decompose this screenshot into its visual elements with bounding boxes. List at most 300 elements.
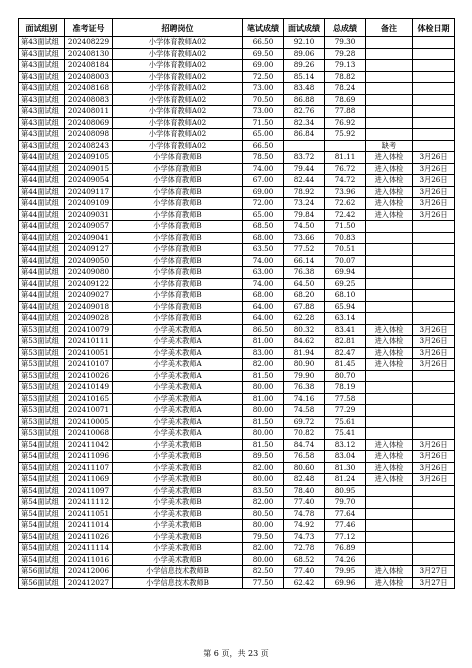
table-cell: 第44面试组 xyxy=(19,221,65,233)
table-cell: 小学信息技术教师B xyxy=(113,566,243,578)
table-cell: 79.13 xyxy=(325,60,366,72)
table-row xyxy=(19,60,455,72)
table-cell: 进入体检 xyxy=(366,566,413,578)
table-cell xyxy=(366,255,413,267)
table-cell: 第43面试组 xyxy=(19,106,65,118)
table-cell xyxy=(413,48,455,60)
table-cell: 第43面试组 xyxy=(19,71,65,83)
table-row xyxy=(19,255,455,267)
table-cell: 83.00 xyxy=(243,347,284,359)
table-cell: 第53面试组 xyxy=(19,336,65,348)
table-cell: 202408130 xyxy=(65,48,113,60)
table-row xyxy=(19,497,455,509)
table-cell: 3月26日 xyxy=(413,451,455,463)
table-cell: 81.30 xyxy=(325,462,366,474)
table-cell: 68.00 xyxy=(243,290,284,302)
table-cell: 202409041 xyxy=(65,232,113,244)
table-cell: 75.61 xyxy=(325,416,366,428)
table-cell: 3月26日 xyxy=(413,209,455,221)
table-cell: 64.50 xyxy=(284,278,325,290)
table-cell: 80.00 xyxy=(243,520,284,532)
table-cell: 小学体育教师B xyxy=(113,255,243,267)
table-cell: 进入体检 xyxy=(366,577,413,589)
table-cell: 202412027 xyxy=(65,577,113,589)
table-cell: 小学体育教师A02 xyxy=(113,140,243,152)
table-cell xyxy=(284,140,325,152)
table-cell xyxy=(413,255,455,267)
table-cell: 80.00 xyxy=(243,554,284,566)
table-cell: 第43面试组 xyxy=(19,117,65,129)
table-cell: 79.28 xyxy=(325,48,366,60)
table-cell: 202409117 xyxy=(65,186,113,198)
table-cell xyxy=(413,60,455,72)
table-cell: 74.58 xyxy=(284,405,325,417)
table-cell: 202411051 xyxy=(65,508,113,520)
table-row xyxy=(19,278,455,290)
table-cell xyxy=(366,221,413,233)
table-cell: 进入体检 xyxy=(366,451,413,463)
table-cell: 67.00 xyxy=(243,175,284,187)
table-cell: 74.16 xyxy=(284,393,325,405)
table-cell: 小学体育教师B xyxy=(113,244,243,256)
table-cell: 89.06 xyxy=(284,48,325,60)
table-cell: 70.50 xyxy=(243,94,284,106)
header-cell: 面试组别 xyxy=(19,19,65,37)
table-cell: 第56面试组 xyxy=(19,566,65,578)
table-cell: 70.51 xyxy=(325,244,366,256)
table-cell: 67.88 xyxy=(284,301,325,313)
header-cell: 准考证号 xyxy=(65,19,113,37)
header-cell: 体检日期 xyxy=(413,19,455,37)
table-cell: 第44面试组 xyxy=(19,232,65,244)
table-cell xyxy=(413,221,455,233)
table-cell: 第53面试组 xyxy=(19,428,65,440)
table-row xyxy=(19,244,455,256)
table-cell: 202409080 xyxy=(65,267,113,279)
table-cell: 74.78 xyxy=(284,508,325,520)
table-cell xyxy=(413,497,455,509)
table-cell: 78.69 xyxy=(325,94,366,106)
table-cell: 82.47 xyxy=(325,347,366,359)
table-cell xyxy=(366,531,413,543)
table-row xyxy=(19,48,455,60)
table-cell: 202410071 xyxy=(65,405,113,417)
table-cell xyxy=(413,278,455,290)
table-cell: 202409027 xyxy=(65,290,113,302)
table-cell: 202409127 xyxy=(65,244,113,256)
table-cell: 83.48 xyxy=(284,83,325,95)
table-cell: 进入体检 xyxy=(366,347,413,359)
table-cell xyxy=(366,370,413,382)
table-cell: 82.48 xyxy=(284,474,325,486)
table-cell: 第44面试组 xyxy=(19,290,65,302)
table-cell: 66.50 xyxy=(243,37,284,49)
table-cell: 小学美术教师B xyxy=(113,485,243,497)
table-cell: 缺考 xyxy=(366,140,413,152)
table-row xyxy=(19,577,455,589)
table-cell: 202411096 xyxy=(65,451,113,463)
table-cell xyxy=(413,543,455,555)
table-cell: 202409057 xyxy=(65,221,113,233)
table-row xyxy=(19,140,455,152)
table-cell: 85.14 xyxy=(284,71,325,83)
table-cell: 77.29 xyxy=(325,405,366,417)
table-cell: 66.50 xyxy=(243,140,284,152)
table-cell: 3月26日 xyxy=(413,462,455,474)
table-row xyxy=(19,267,455,279)
header-row xyxy=(19,19,455,37)
table-cell: 202411016 xyxy=(65,554,113,566)
table-cell: 小学美术教师B xyxy=(113,543,243,555)
table-cell: 80.00 xyxy=(243,382,284,394)
table-cell: 第54面试组 xyxy=(19,439,65,451)
table-cell xyxy=(366,416,413,428)
table-cell: 3月27日 xyxy=(413,577,455,589)
table-cell: 小学体育教师A02 xyxy=(113,94,243,106)
table-cell: 小学体育教师B xyxy=(113,301,243,313)
table-cell: 202409015 xyxy=(65,163,113,175)
table-cell xyxy=(366,94,413,106)
table-row xyxy=(19,347,455,359)
table-cell: 小学美术教师A xyxy=(113,324,243,336)
table-cell: 3月26日 xyxy=(413,163,455,175)
table-cell: 202410068 xyxy=(65,428,113,440)
table-row xyxy=(19,94,455,106)
table-cell: 进入体检 xyxy=(366,152,413,164)
table-cell: 进入体检 xyxy=(366,336,413,348)
table-cell: 第54面试组 xyxy=(19,462,65,474)
table-cell: 3月26日 xyxy=(413,186,455,198)
table-cell: 82.44 xyxy=(284,175,325,187)
table-cell: 小学体育教师A02 xyxy=(113,106,243,118)
table-cell: 第43面试组 xyxy=(19,48,65,60)
table-cell: 小学体育教师A02 xyxy=(113,129,243,141)
table-cell: 小学美术教师A xyxy=(113,428,243,440)
table-row xyxy=(19,416,455,428)
table-cell: 202409018 xyxy=(65,301,113,313)
table-cell: 83.50 xyxy=(243,485,284,497)
table-cell: 第44面试组 xyxy=(19,175,65,187)
table-cell: 202410149 xyxy=(65,382,113,394)
table-cell: 81.45 xyxy=(325,359,366,371)
table-cell xyxy=(366,267,413,279)
table-cell: 80.95 xyxy=(325,485,366,497)
table-cell: 202409109 xyxy=(65,198,113,210)
table-cell xyxy=(366,313,413,325)
table-cell xyxy=(366,117,413,129)
table-cell: 77.46 xyxy=(325,520,366,532)
table-cell: 202410005 xyxy=(65,416,113,428)
table-cell: 202412006 xyxy=(65,566,113,578)
table-cell xyxy=(413,313,455,325)
table-cell: 83.12 xyxy=(325,439,366,451)
table-cell: 第43面试组 xyxy=(19,140,65,152)
table-cell: 小学体育教师B xyxy=(113,221,243,233)
table-cell: 69.94 xyxy=(325,267,366,279)
table-cell: 小学体育教师B xyxy=(113,175,243,187)
table-cell: 78.19 xyxy=(325,382,366,394)
table-cell: 74.73 xyxy=(284,531,325,543)
table-row xyxy=(19,106,455,118)
table-cell: 72.42 xyxy=(325,209,366,221)
table-row xyxy=(19,554,455,566)
table-cell: 第43面试组 xyxy=(19,129,65,141)
table-row xyxy=(19,451,455,463)
table-cell: 202408243 xyxy=(65,140,113,152)
table-cell xyxy=(413,382,455,394)
table-cell: 80.00 xyxy=(243,405,284,417)
table-cell: 75.41 xyxy=(325,428,366,440)
table-cell: 小学美术教师B xyxy=(113,462,243,474)
table-cell: 82.00 xyxy=(243,497,284,509)
table-cell: 小学美术教师B xyxy=(113,508,243,520)
table-cell: 小学美术教师A xyxy=(113,416,243,428)
table-cell: 小学美术教师A xyxy=(113,359,243,371)
table-cell: 72.62 xyxy=(325,198,366,210)
table-row xyxy=(19,152,455,164)
table-cell: 69.00 xyxy=(243,60,284,72)
table-cell: 小学体育教师A02 xyxy=(113,48,243,60)
table-cell: 80.32 xyxy=(284,324,325,336)
table-cell xyxy=(413,508,455,520)
table-cell: 第53面试组 xyxy=(19,347,65,359)
table-cell: 第54面试组 xyxy=(19,508,65,520)
table-cell: 76.58 xyxy=(284,451,325,463)
table-cell: 小学体育教师B xyxy=(113,152,243,164)
table-cell: 小学美术教师A xyxy=(113,370,243,382)
table-cell: 202411026 xyxy=(65,531,113,543)
table-cell xyxy=(366,428,413,440)
table-row xyxy=(19,175,455,187)
table-cell: 202409105 xyxy=(65,152,113,164)
table-cell xyxy=(413,140,455,152)
table-cell xyxy=(366,543,413,555)
table-cell: 77.50 xyxy=(243,577,284,589)
table-row xyxy=(19,186,455,198)
table-cell: 82.76 xyxy=(284,106,325,118)
table-cell: 3月26日 xyxy=(413,152,455,164)
table-cell: 第53面试组 xyxy=(19,416,65,428)
table-cell: 71.50 xyxy=(325,221,366,233)
table-cell: 82.81 xyxy=(325,336,366,348)
table-cell: 进入体检 xyxy=(366,462,413,474)
table-row xyxy=(19,508,455,520)
table-cell: 第44面试组 xyxy=(19,301,65,313)
table-cell: 第53面试组 xyxy=(19,359,65,371)
table-cell: 64.00 xyxy=(243,301,284,313)
score-table xyxy=(18,18,455,589)
table-cell: 进入体检 xyxy=(366,209,413,221)
table-cell: 77.40 xyxy=(284,497,325,509)
table-cell: 小学体育教师B xyxy=(113,198,243,210)
table-cell: 202409054 xyxy=(65,175,113,187)
table-cell: 79.44 xyxy=(284,163,325,175)
table-cell: 小学体育教师B xyxy=(113,209,243,221)
table-cell: 202408168 xyxy=(65,83,113,95)
table-cell: 76.38 xyxy=(284,382,325,394)
table-cell: 81.00 xyxy=(243,336,284,348)
table-cell xyxy=(366,301,413,313)
table-cell: 62.28 xyxy=(284,313,325,325)
table-cell: 78.40 xyxy=(284,485,325,497)
table-cell: 小学美术教师B xyxy=(113,531,243,543)
table-cell: 81.50 xyxy=(243,439,284,451)
table-cell: 76.72 xyxy=(325,163,366,175)
table-cell xyxy=(413,244,455,256)
table-cell: 小学美术教师B xyxy=(113,451,243,463)
table-cell: 202408003 xyxy=(65,71,113,83)
table-cell: 202411097 xyxy=(65,485,113,497)
table-row xyxy=(19,71,455,83)
table-cell: 小学体育教师A02 xyxy=(113,117,243,129)
table-row xyxy=(19,393,455,405)
table-cell: 73.96 xyxy=(325,186,366,198)
table-cell: 202410026 xyxy=(65,370,113,382)
table-cell: 第53面试组 xyxy=(19,324,65,336)
table-cell: 3月26日 xyxy=(413,198,455,210)
header-cell: 面试成绩 xyxy=(284,19,325,37)
table-row xyxy=(19,117,455,129)
table-cell: 77.58 xyxy=(325,393,366,405)
header-cell: 笔试成绩 xyxy=(243,19,284,37)
table-row xyxy=(19,462,455,474)
table-cell xyxy=(413,531,455,543)
table-cell: 79.70 xyxy=(325,497,366,509)
table-cell xyxy=(413,405,455,417)
table-cell: 76.38 xyxy=(284,267,325,279)
table-row xyxy=(19,370,455,382)
table-cell: 202409031 xyxy=(65,209,113,221)
table-cell: 68.00 xyxy=(243,232,284,244)
table-cell: 80.70 xyxy=(325,370,366,382)
table-cell: 3月27日 xyxy=(413,566,455,578)
table-cell: 77.52 xyxy=(284,244,325,256)
table-row xyxy=(19,37,455,49)
table-cell: 进入体检 xyxy=(366,474,413,486)
table-cell: 202408098 xyxy=(65,129,113,141)
table-cell: 小学美术教师A xyxy=(113,336,243,348)
table-cell: 81.00 xyxy=(243,393,284,405)
table-cell: 77.40 xyxy=(284,566,325,578)
table-cell xyxy=(413,428,455,440)
table-row xyxy=(19,474,455,486)
table-cell: 第44面试组 xyxy=(19,209,65,221)
table-cell xyxy=(366,485,413,497)
table-cell: 68.52 xyxy=(284,554,325,566)
table-cell: 79.50 xyxy=(243,531,284,543)
table-cell: 202411107 xyxy=(65,462,113,474)
table-cell xyxy=(413,301,455,313)
table-cell: 第54面试组 xyxy=(19,497,65,509)
table-cell: 82.50 xyxy=(243,566,284,578)
table-cell: 78.92 xyxy=(284,186,325,198)
table-cell: 3月26日 xyxy=(413,175,455,187)
table-cell: 小学体育教师B xyxy=(113,232,243,244)
table-cell xyxy=(413,94,455,106)
table-cell xyxy=(366,393,413,405)
table-cell: 202411114 xyxy=(65,543,113,555)
table-cell xyxy=(366,508,413,520)
table-cell: 79.90 xyxy=(284,370,325,382)
table-cell: 202411112 xyxy=(65,497,113,509)
table-cell: 75.92 xyxy=(325,129,366,141)
header-cell: 招聘岗位 xyxy=(113,19,243,37)
table-cell: 第44面试组 xyxy=(19,267,65,279)
table-cell: 70.82 xyxy=(284,428,325,440)
table-cell xyxy=(366,71,413,83)
table-cell: 进入体检 xyxy=(366,324,413,336)
table-cell: 202411069 xyxy=(65,474,113,486)
table-cell xyxy=(413,129,455,141)
table-row xyxy=(19,313,455,325)
table-cell: 81.11 xyxy=(325,152,366,164)
table-cell: 80.50 xyxy=(243,508,284,520)
table-cell: 78.24 xyxy=(325,83,366,95)
table-cell: 第53面试组 xyxy=(19,393,65,405)
table-cell xyxy=(413,71,455,83)
table-cell: 第54面试组 xyxy=(19,451,65,463)
table-cell: 79.95 xyxy=(325,566,366,578)
table-cell: 62.42 xyxy=(284,577,325,589)
table-cell xyxy=(413,117,455,129)
table-cell: 66.14 xyxy=(284,255,325,267)
table-cell: 68.20 xyxy=(284,290,325,302)
table-row xyxy=(19,531,455,543)
table-cell: 63.00 xyxy=(243,267,284,279)
table-cell: 小学体育教师A02 xyxy=(113,37,243,49)
table-cell: 74.26 xyxy=(325,554,366,566)
table-cell: 74.00 xyxy=(243,278,284,290)
table-cell: 202408011 xyxy=(65,106,113,118)
page-footer: 第 6 页，共 23 页 xyxy=(203,649,269,658)
table-cell: 3月26日 xyxy=(413,347,455,359)
table-cell: 小学美术教师B xyxy=(113,520,243,532)
table-cell: 79.84 xyxy=(284,209,325,221)
table-cell: 71.50 xyxy=(243,117,284,129)
table-cell: 76.89 xyxy=(325,543,366,555)
table-cell: 第44面试组 xyxy=(19,255,65,267)
table-cell: 202410165 xyxy=(65,393,113,405)
table-cell: 第43面试组 xyxy=(19,83,65,95)
table-cell: 202408069 xyxy=(65,117,113,129)
table-cell: 63.14 xyxy=(325,313,366,325)
table-cell: 74.00 xyxy=(243,255,284,267)
table-row xyxy=(19,209,455,221)
table-cell: 64.00 xyxy=(243,313,284,325)
table-cell: 86.84 xyxy=(284,129,325,141)
table-cell xyxy=(366,48,413,60)
table-cell: 65.94 xyxy=(325,301,366,313)
table-cell: 92.10 xyxy=(284,37,325,49)
table-cell: 68.50 xyxy=(243,221,284,233)
table-cell: 63.50 xyxy=(243,244,284,256)
table-cell: 第43面试组 xyxy=(19,60,65,72)
table-cell: 小学美术教师A xyxy=(113,393,243,405)
table-cell: 202409028 xyxy=(65,313,113,325)
table-cell: 80.00 xyxy=(243,474,284,486)
table-cell: 82.00 xyxy=(243,462,284,474)
table-row xyxy=(19,382,455,394)
table-row xyxy=(19,485,455,497)
table-cell: 进入体检 xyxy=(366,186,413,198)
table-cell xyxy=(366,83,413,95)
table-cell: 第44面试组 xyxy=(19,198,65,210)
table-cell xyxy=(366,382,413,394)
table-cell: 小学美术教师A xyxy=(113,382,243,394)
table-cell: 78.50 xyxy=(243,152,284,164)
table-cell: 65.00 xyxy=(243,129,284,141)
table-cell: 第54面试组 xyxy=(19,520,65,532)
